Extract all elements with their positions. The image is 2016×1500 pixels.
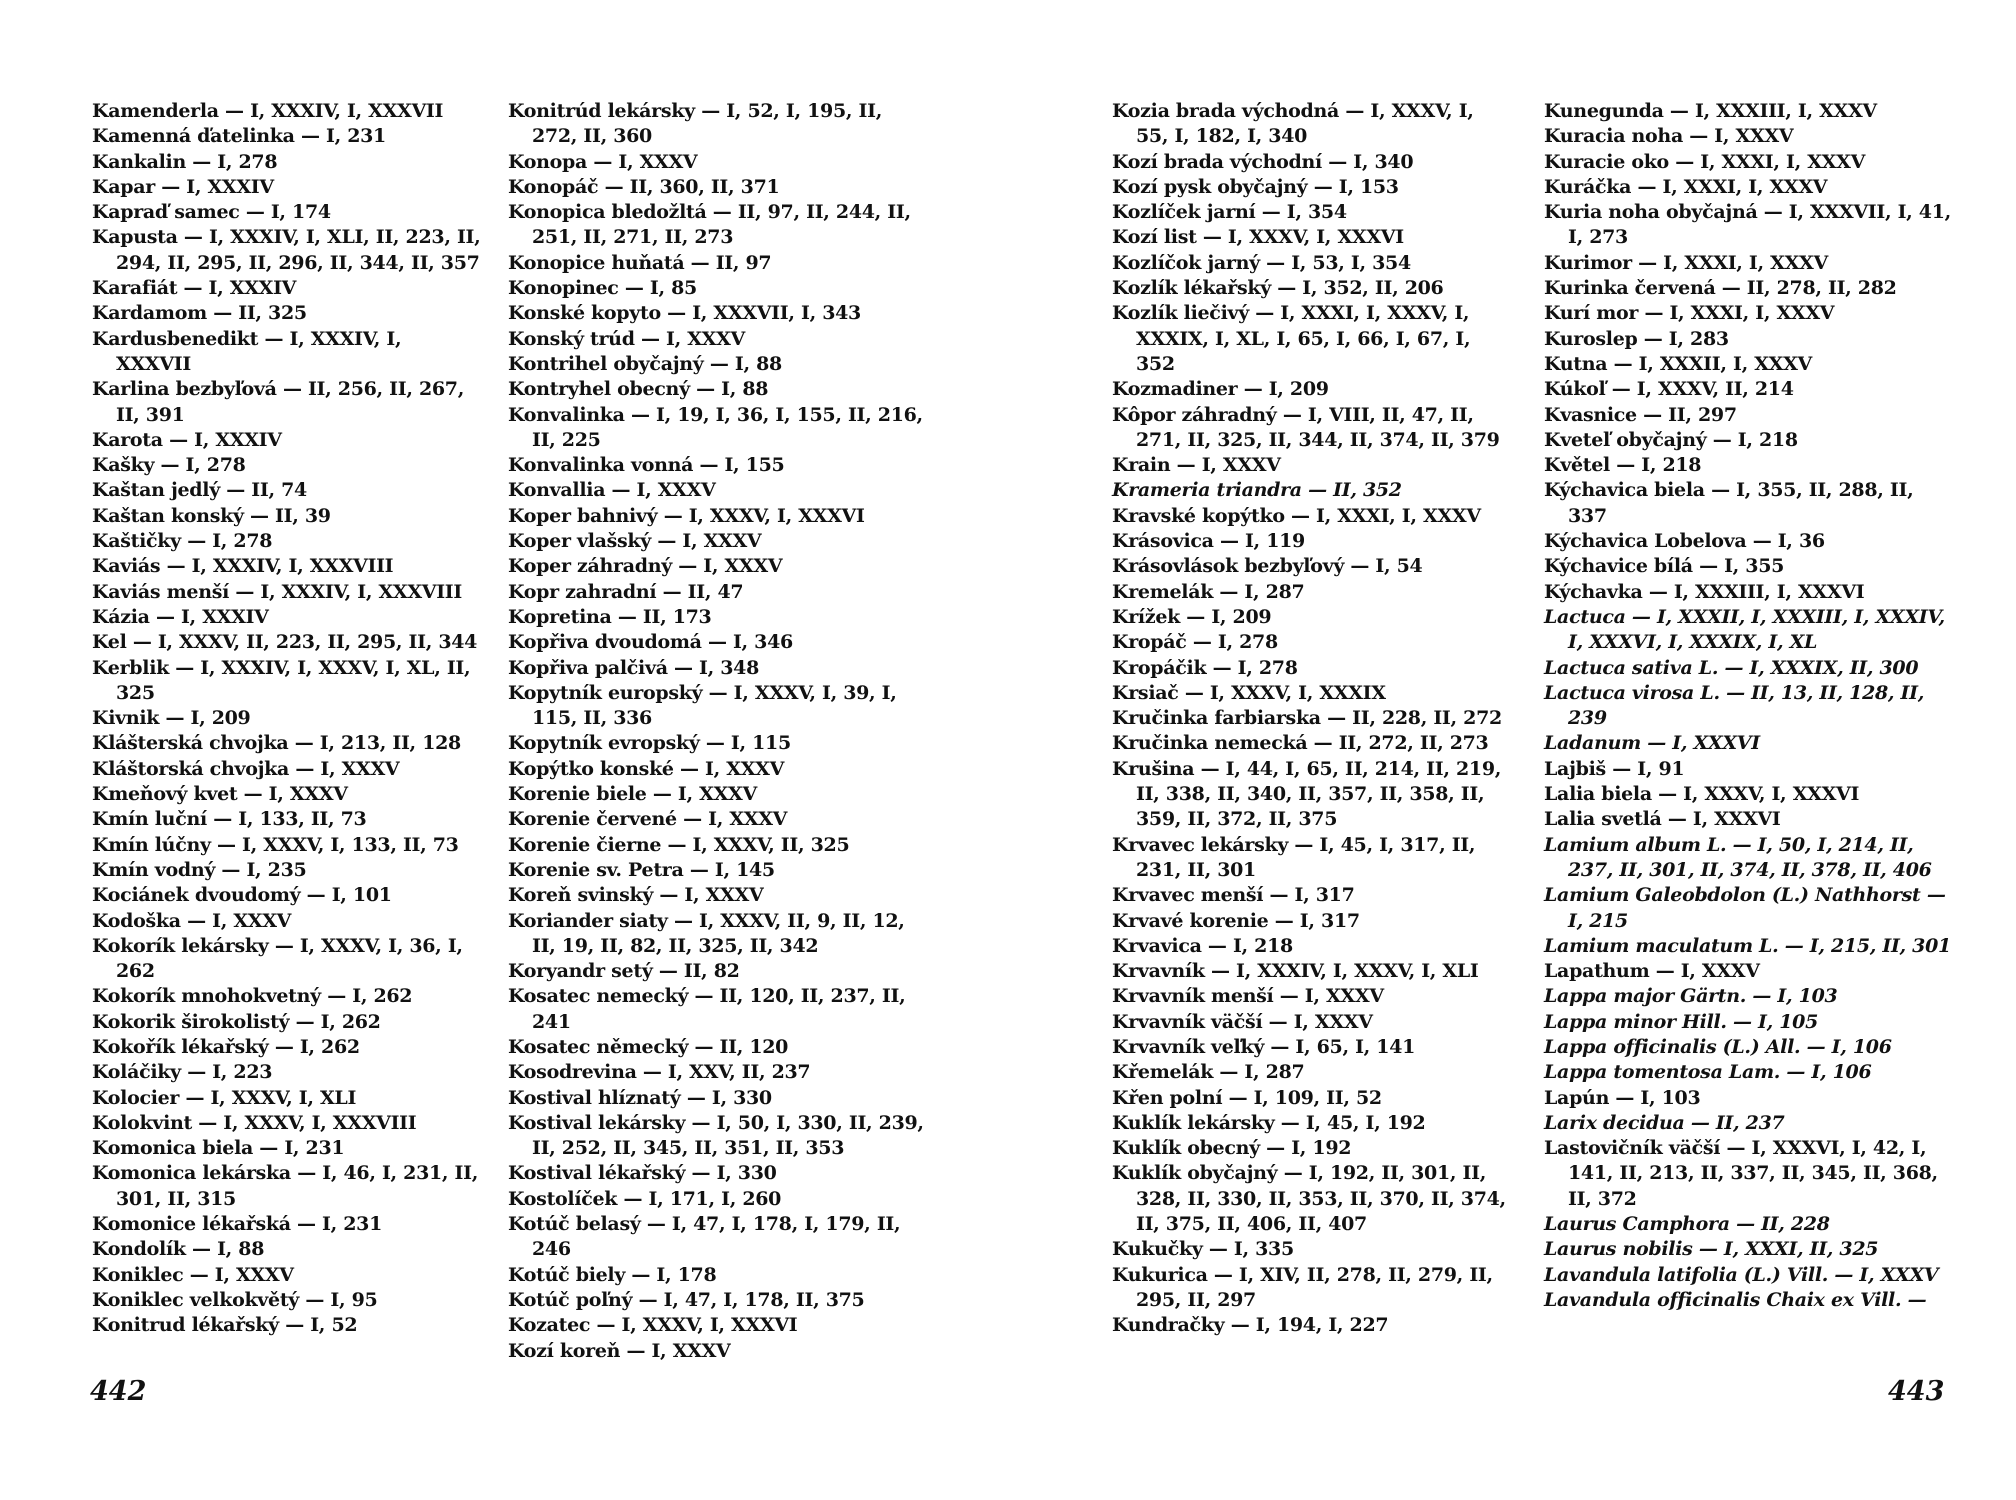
index-entry: Krvavník menší — I, XXXV (1112, 985, 1384, 1008)
index-entry: Kamenná ďatelinka — I, 231 (92, 125, 386, 148)
index-entry: Konvalinka vonná — I, 155 (508, 454, 785, 477)
index-entry: Lamium album L. — I, 50, I, 214, II, 237, II, 301, II, 374, II, 378, II, 406 (1544, 833, 1932, 881)
index-entry: Konské kopyto — I, XXXVII, I, 343 (508, 302, 861, 325)
index-entry: Kúkoľ — I, XXXV, II, 214 (1544, 378, 1794, 401)
index-entry: Kostival lékařský — I, 330 (508, 1162, 777, 1185)
index-entry: Kokorík mnohokvetný — I, 262 (92, 985, 413, 1008)
index-entry: Lamium maculatum L. — I, 215, II, 301 (1544, 934, 1951, 957)
index-entry: Krížek — I, 209 (1112, 605, 1272, 628)
index-entry: Kozlík lékařský — I, 352, II, 206 (1112, 277, 1444, 300)
index-entry: Krain — I, XXXV (1112, 454, 1281, 477)
index-entry: Koper záhradný — I, XXXV (508, 555, 783, 578)
index-entry: Kaviás — I, XXXIV, I, XXXVIII (92, 555, 394, 578)
index-entry: Laurus Camphora — II, 228 (1544, 1213, 1830, 1236)
index-entry: Korenie sv. Petra — I, 145 (508, 858, 775, 881)
index-entry: Kaštan konský — II, 39 (92, 504, 331, 527)
index-entry: Kozatec — I, XXXV, I, XXXVI (508, 1314, 798, 1337)
index-entry: Kručinka nemecká — II, 272, II, 273 (1112, 732, 1489, 755)
index-entry: Koláčiky — I, 223 (92, 1061, 273, 1084)
index-entry: Kutna — I, XXXII, I, XXXV (1544, 352, 1812, 375)
index-entry: Krásovica — I, 119 (1112, 530, 1305, 553)
index-entry: Laurus nobilis — I, XXXI, II, 325 (1544, 1238, 1879, 1261)
index-entry: Klášterská chvojka — I, 213, II, 128 (92, 732, 461, 755)
index-entry: Kontryhel obecný — I, 88 (508, 378, 769, 401)
index-entry: Kaštičky — I, 278 (92, 530, 273, 553)
index-entry: Kopřiva dvoudomá — I, 346 (508, 631, 793, 654)
right-page (1008, 0, 2016, 1500)
index-entry: Kropáčik — I, 278 (1112, 656, 1298, 679)
index-entry: Komonica biela — I, 231 (92, 1137, 345, 1160)
index-entry: Kopytník europský — I, XXXV, I, 39, I, 115, II, 336 (508, 681, 897, 730)
index-entry: Krvavec menší — I, 317 (1112, 884, 1355, 907)
index-column-1 (92, 99, 482, 1339)
index-entry: Kukučky — I, 335 (1112, 1238, 1294, 1261)
index-entry: Kýchavica biela — I, 355, II, 288, II, 337 (1544, 479, 1914, 527)
index-entry: Kotúč biely — I, 178 (508, 1263, 717, 1286)
index-entry: Krvavica — I, 218 (1112, 934, 1293, 957)
index-entry: Kamenderla — I, XXXIV, I, XXXVII (92, 100, 444, 122)
index-entry: Kosatec německý — II, 120 (508, 1035, 789, 1058)
index-entry: Kozlíček jarní — I, 354 (1112, 201, 1347, 224)
index-entry: Lappa tomentosa Lam. — I, 106 (1544, 1061, 1872, 1084)
index-entry: Kašky — I, 278 (92, 454, 246, 477)
index-entry: Krvavé korenie — I, 317 (1112, 909, 1360, 932)
index-entry: Karota — I, XXXIV (92, 428, 282, 451)
index-entry: Krvavec lekársky — I, 45, I, 317, II, 231, II, 301 (1112, 833, 1476, 881)
index-entry: Kotúč belasý — I, 47, I, 178, I, 179, II, 246 (508, 1213, 901, 1261)
index-entry: Kardamom — II, 325 (92, 302, 307, 325)
index-entry: Kuklík obecný — I, 192 (1112, 1137, 1352, 1160)
index-entry: Kopřiva palčivá — I, 348 (508, 656, 760, 679)
index-entry: Kokořík lékařský — I, 262 (92, 1035, 360, 1058)
index-entry: Koniklec velkokvětý — I, 95 (92, 1288, 378, 1311)
index-column-3 (1112, 99, 1508, 1339)
index-entry: Korenie biele — I, XXXV (508, 783, 757, 806)
index-entry: Kuráčka — I, XXXI, I, XXXV (1544, 175, 1828, 198)
index-entry: Kopýtko konské — I, XXXV (508, 757, 785, 780)
index-entry: Krvavník — I, XXXIV, I, XXXV, I, XLI (1112, 960, 1479, 983)
page-number-left: 442 (90, 1376, 147, 1407)
index-entry: Larix decidua — II, 237 (1544, 1111, 1785, 1134)
index-entry: Kozia brada východná — I, XXXV, I, 55, I, 182, I, 340 (1112, 100, 1474, 148)
index-entry: Krušina — I, 44, I, 65, II, 214, II, 219, II, 338, II, 340, II, 357, II, 358, II, 359, II, 372, II, 375 (1112, 757, 1502, 831)
index-entry: Kostolíček — I, 171, I, 260 (508, 1187, 782, 1210)
index-entry: Kociánek dvoudomý — I, 101 (92, 884, 392, 907)
index-entry: Kuklík obyčajný — I, 192, II, 301, II, 328, II, 330, II, 353, II, 370, II, 374, II, 375, II, 406, II, 407 (1112, 1162, 1506, 1236)
index-entry: Kopytník evropský — I, 115 (508, 732, 791, 755)
index-column-2 (508, 99, 928, 1364)
index-entry: Kozí brada východní — I, 340 (1112, 150, 1414, 173)
index-entry: Konopica bledožltá — II, 97, II, 244, II, 251, II, 271, II, 273 (508, 201, 911, 249)
index-entry: Kýchavica Lobelova — I, 36 (1544, 530, 1825, 553)
index-entry: Kázia — I, XXXIV (92, 605, 269, 628)
index-entry: Lamium Galeobdolon (L.) Nathhorst — I, 215 (1544, 884, 1946, 932)
index-entry: Kremelák — I, 287 (1112, 580, 1305, 603)
index-entry: Lajbiš — I, 91 (1544, 757, 1685, 780)
page-number-right: 443 (1888, 1376, 1945, 1407)
index-entry: Kivnik — I, 209 (92, 707, 251, 730)
index-entry: Konvallia — I, XXXV (508, 479, 716, 502)
index-entry: Kuracie oko — I, XXXI, I, XXXV (1544, 150, 1866, 173)
index-entry: Komonica lekárska — I, 46, I, 231, II, 301, II, 315 (92, 1162, 479, 1210)
index-entry: Kokorík lekársky — I, XXXV, I, 36, I, 262 (92, 934, 463, 983)
index-entry: Kmín luční — I, 133, II, 73 (92, 808, 367, 831)
index-column-4 (1544, 99, 1954, 1313)
index-entry: Lactuca virosa L. — II, 13, II, 128, II, 239 (1544, 681, 1925, 730)
index-entry: Křemelák — I, 287 (1112, 1061, 1305, 1084)
index-entry: Korenie červené — I, XXXV (508, 808, 788, 831)
index-entry: Kozí koreň — I, XXXV (508, 1339, 731, 1362)
index-entry: Kurimor — I, XXXI, I, XXXV (1544, 251, 1828, 274)
index-entry: Kankalin — I, 278 (92, 150, 278, 173)
index-entry: Lalia svetlá — I, XXXVI (1544, 808, 1781, 831)
index-entry: Lappa major Gärtn. — I, 103 (1544, 985, 1838, 1008)
index-entry: Kondolík — I, 88 (92, 1238, 265, 1261)
index-entry: Krvavník väčší — I, XXXV (1112, 1010, 1373, 1033)
index-entry: Křen polní — I, 109, II, 52 (1112, 1086, 1382, 1109)
index-entry: Komonice lékařská — I, 231 (92, 1213, 383, 1236)
index-entry: Lavandula latifolia (L.) Vill. — I, XXXV (1544, 1263, 1939, 1286)
index-entry: Kerblik — I, XXXIV, I, XXXV, I, XL, II, 325 (92, 656, 471, 704)
index-entry: Koper bahnivý — I, XXXV, I, XXXVI (508, 504, 865, 527)
index-entry: Kopretina — II, 173 (508, 605, 712, 628)
index-entry: Konopice huňatá — II, 97 (508, 251, 772, 274)
index-entry: Kokorik širokolistý — I, 262 (92, 1010, 381, 1033)
index-entry: Kurí mor — I, XXXI, I, XXXV (1544, 302, 1835, 325)
index-entry: Kuria noha obyčajná — I, XXXVII, I, 41, I, 273 (1544, 201, 1951, 249)
index-entry: Koper vlašský — I, XXXV (508, 530, 762, 553)
index-entry: Konitrúd lekársky — I, 52, I, 195, II, 272, II, 360 (508, 100, 883, 148)
index-entry: Kýchavice bílá — I, 355 (1544, 555, 1785, 578)
index-entry: Kosatec nemecký — II, 120, II, 237, II, 241 (508, 985, 906, 1033)
index-entry: Kunegunda — I, XXXIII, I, XXXV (1544, 100, 1877, 122)
index-entry: Kuracia noha — I, XXXV (1544, 125, 1794, 148)
index-entry: Lavandula officinalis Chaix ex Vill. — (1544, 1288, 1927, 1311)
index-entry: Korenie čierne — I, XXXV, II, 325 (508, 833, 850, 856)
index-entry: Kozlík liečivý — I, XXXI, I, XXXV, I, XXXIX, I, XL, I, 65, I, 66, I, 67, I, 352 (1112, 302, 1471, 375)
index-entry: Lastovičník väčší — I, XXXVI, I, 42, I, 141, II, 213, II, 337, II, 345, II, 368, II, 372 (1544, 1137, 1938, 1210)
index-entry: Krvavník veľký — I, 65, I, 141 (1112, 1035, 1416, 1058)
index-entry: Kozí list — I, XXXV, I, XXXVI (1112, 226, 1404, 249)
index-entry: Lactuca sativa L. — I, XXXIX, II, 300 (1544, 656, 1919, 679)
index-entry: Kolokvint — I, XXXV, I, XXXVIII (92, 1111, 417, 1134)
index-entry: Karafiát — I, XXXIV (92, 277, 297, 300)
index-entry: Krásovlások bezbyľový — I, 54 (1112, 555, 1423, 578)
index-entry: Kolocier — I, XXXV, I, XLI (92, 1086, 357, 1109)
index-entry: Kosodrevina — I, XXV, II, 237 (508, 1061, 811, 1084)
index-entry: Lalia biela — I, XXXV, I, XXXVI (1544, 783, 1860, 806)
index-entry: Lactuca — I, XXXII, I, XXXIII, I, XXXIV, I, XXXVI, I, XXXIX, I, XL (1544, 605, 1945, 654)
index-entry: Kopr zahradní — II, 47 (508, 580, 744, 603)
index-entry: Kmeňový kvet — I, XXXV (92, 783, 348, 806)
index-entry: Květel — I, 218 (1544, 454, 1702, 477)
index-entry: Konopinec — I, 85 (508, 277, 697, 300)
index-entry: Kardusbenedikt — I, XXXIV, I, XXXVII (92, 327, 402, 375)
index-entry: Konitrud lékařský — I, 52 (92, 1314, 358, 1337)
index-entry: Kozlíčok jarný — I, 53, I, 354 (1112, 251, 1411, 274)
index-entry: Lapathum — I, XXXV (1544, 960, 1760, 983)
index-entry: Kostival lekársky — I, 50, I, 330, II, 239, II, 252, II, 345, II, 351, II, 353 (508, 1111, 924, 1160)
index-entry: Kozmadiner — I, 209 (1112, 378, 1329, 401)
index-entry: Kláštorská chvojka — I, XXXV (92, 757, 400, 780)
index-entry: Lappa minor Hill. — I, 105 (1544, 1010, 1819, 1033)
index-entry: Krsiač — I, XXXV, I, XXXIX (1112, 681, 1386, 704)
index-entry: Kuklík lekársky — I, 45, I, 192 (1112, 1111, 1426, 1134)
index-entry: Koniklec — I, XXXV (92, 1263, 294, 1286)
index-entry: Kel — I, XXXV, II, 223, II, 295, II, 344 (92, 631, 478, 654)
index-entry: Kostival hlíznatý — I, 330 (508, 1086, 772, 1109)
index-entry: Kapraď samec — I, 174 (92, 201, 331, 224)
index-entry: Kmín vodný — I, 235 (92, 858, 307, 881)
index-entry: Kurinka červená — II, 278, II, 282 (1544, 277, 1897, 300)
index-entry: Koriander siaty — I, XXXV, II, 9, II, 12, II, 19, II, 82, II, 325, II, 342 (508, 909, 905, 957)
index-entry: Krameria triandra — II, 352 (1112, 479, 1402, 502)
index-entry: Konopa — I, XXXV (508, 150, 698, 173)
index-entry: Lapún — I, 103 (1544, 1086, 1701, 1109)
index-entry: Kozí pysk obyčajný — I, 153 (1112, 175, 1399, 198)
index-entry: Kodoška — I, XXXV (92, 909, 292, 932)
index-entry: Kontrihel obyčajný — I, 88 (508, 352, 782, 375)
index-entry: Ladanum — I, XXXVI (1544, 732, 1760, 755)
index-entry: Kravské kopýtko — I, XXXI, I, XXXV (1112, 504, 1481, 527)
index-entry: Kuroslep — I, 283 (1544, 327, 1729, 350)
index-entry: Kvasnice — II, 297 (1544, 403, 1737, 426)
index-entry: Koryandr setý — II, 82 (508, 960, 740, 983)
index-entry: Kukurica — I, XIV, II, 278, II, 279, II, 295, II, 297 (1112, 1263, 1493, 1311)
index-entry: Konský trúd — I, XXXV (508, 327, 745, 350)
index-entry: Lappa officinalis (L.) All. — I, 106 (1544, 1035, 1892, 1058)
index-entry: Kôpor záhradný — I, VIII, II, 47, II, 271, II, 325, II, 344, II, 374, II, 379 (1112, 403, 1500, 451)
index-entry: Koreň svinský — I, XXXV (508, 884, 764, 907)
index-entry: Kaštan jedlý — II, 74 (92, 479, 307, 502)
index-entry: Kapusta — I, XXXIV, I, XLI, II, 223, II, 294, II, 295, II, 296, II, 344, II, 357 (92, 226, 481, 274)
index-entry: Kaviás menší — I, XXXIV, I, XXXVIII (92, 580, 462, 603)
index-entry: Kropáč — I, 278 (1112, 631, 1278, 654)
index-entry: Kotúč poľný — I, 47, I, 178, II, 375 (508, 1288, 865, 1311)
index-entry: Konopáč — II, 360, II, 371 (508, 175, 780, 198)
index-entry: Kýchavka — I, XXXIII, I, XXXVI (1544, 580, 1865, 603)
index-entry: Kundračky — I, 194, I, 227 (1112, 1314, 1389, 1337)
index-entry: Konvalinka — I, 19, I, 36, I, 155, II, 216, II, 225 (508, 403, 923, 451)
index-entry: Kapar — I, XXXIV (92, 175, 274, 198)
index-entry: Kručinka farbiarska — II, 228, II, 272 (1112, 707, 1502, 730)
index-entry: Kveteľ obyčajný — I, 218 (1544, 428, 1798, 451)
index-entry: Karlina bezbyľová — II, 256, II, 267, II, 391 (92, 378, 465, 426)
index-entry: Kmín lúčny — I, XXXV, I, 133, II, 73 (92, 833, 459, 856)
